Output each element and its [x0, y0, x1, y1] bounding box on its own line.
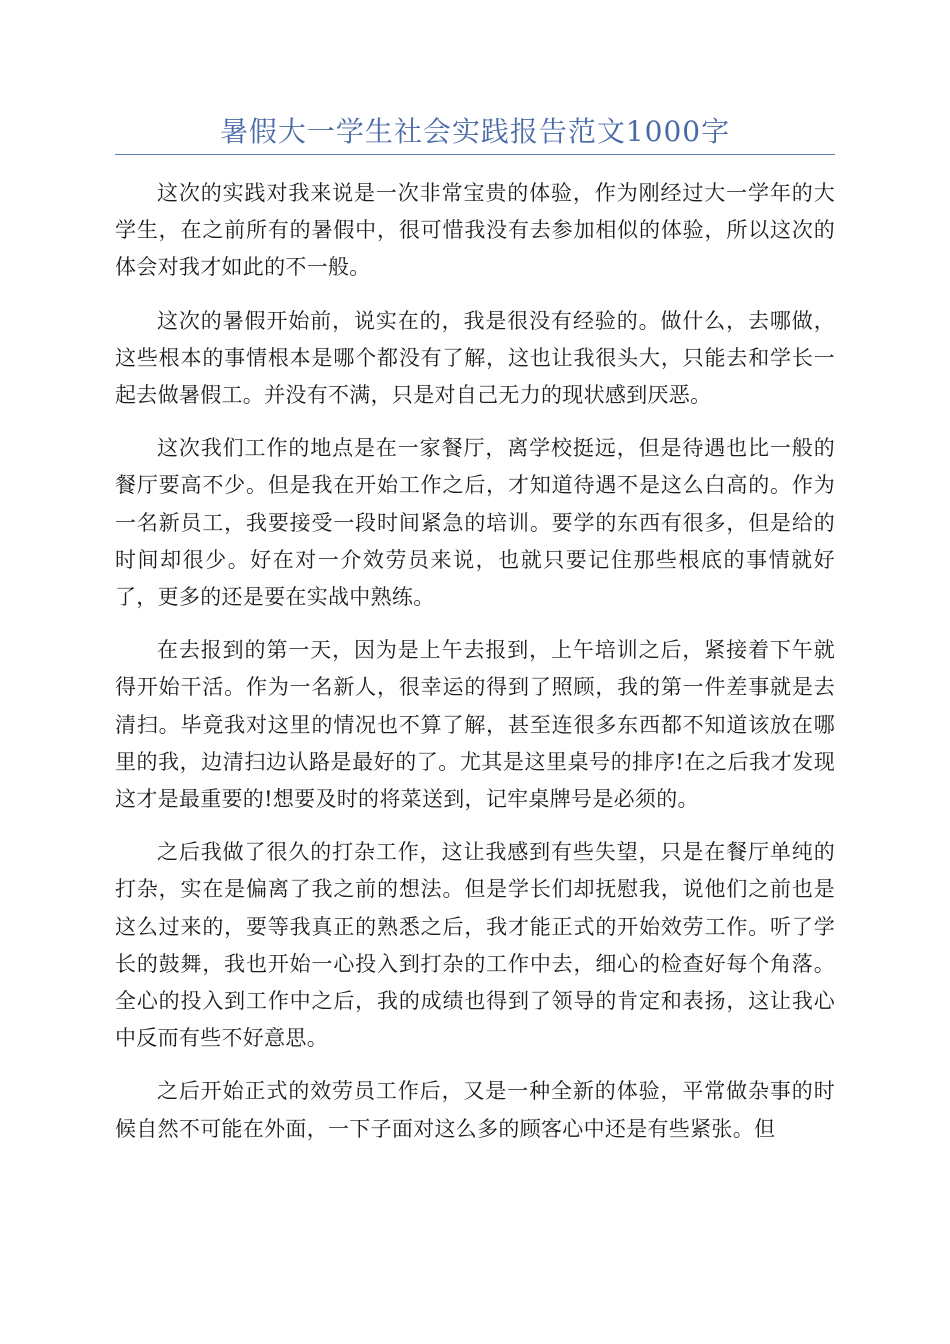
document-title: 暑假大一学生社会实践报告范文1000字: [219, 115, 731, 148]
paragraph-3: 这次我们工作的地点是在一家餐厅，离学校挺远，但是待遇也比一般的餐厅要高不少。但是我在开始工作之后，才知道待遇不是这么白高的。作为一名新员工，我要接受一段时间紧急的培训。要学的东西有很多，但是给的时间却很少。好在对一介效劳员来说，也就只要记住那些根底的事情就好了，更多的还是要在实战中熟练。: [115, 436, 835, 610]
paragraph-6: 之后开始正式的效劳员工作后，又是一种全新的体验，平常做杂事的时候自然不可能在外面，一下子面对这么多的顾客心中还是有些紧张。但: [115, 1079, 835, 1141]
paragraph-1: 这次的实践对我来说是一次非常宝贵的体验，作为刚经过大一学年的大学生，在之前所有的暑假中，很可惜我没有去参加相似的体验，所以这次的体会对我才如此的不一般。: [115, 181, 835, 280]
document-body: [115, 175, 835, 1164]
paragraph-5: 之后我做了很久的打杂工作，这让我感到有些失望，只是在餐厅单纯的打杂，实在是偏离了我之前的想法。但是学长们却抚慰我，说他们之前也是这么过来的，要等我真正的熟悉之后，我才能正式的开始效劳工作。听了学长的鼓舞，我也开始一心投入到打杂的工作中去，细心的检查好每个角落。全心的投入到工作中之后，我的成绩也得到了领导的肯定和表扬，这让我心中反而有些不好意思。: [115, 840, 835, 1051]
paragraph-4: 在去报到的第一天，因为是上午去报到，上午培训之后，紧接着下午就得开始干活。作为一名新人，很幸运的得到了照顾，我的第一件差事就是去清扫。毕竟我对这里的情况也不算了解，甚至连很多东西都不知道该放在哪里的我，边清扫边认路是最好的了。尤其是这里桌号的排序!在之后我才发现这才是最重要的!想要及时的将菜送到，记牢桌牌号是必须的。: [115, 638, 835, 812]
paragraph-2: 这次的暑假开始前，说实在的，我是很没有经验的。做什么，去哪做，这些根本的事情根本是哪个都没有了解，这也让我很头大，只能去和学长一起去做暑假工。并没有不满，只是对自己无力的现状感到厌恶。: [115, 308, 835, 408]
title-underline: [115, 154, 835, 155]
